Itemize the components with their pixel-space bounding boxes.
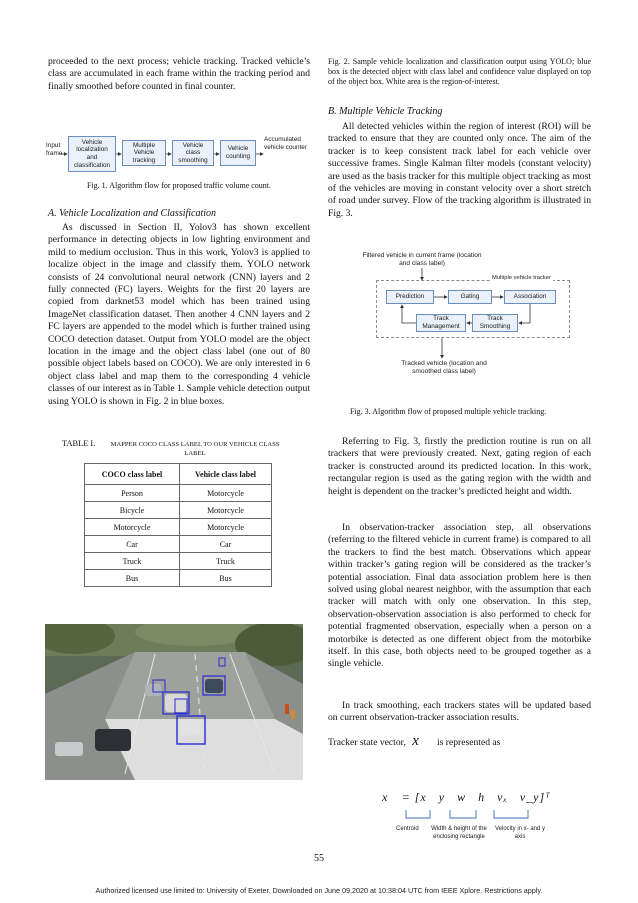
state-vector-equation: x⃗ = [x y w h vₓ v_y]ᵀ [382, 790, 551, 804]
fig1-box-tracking: Multiple Vehicle tracking [122, 140, 166, 166]
table-cell: Person [85, 485, 180, 502]
fig1-diagram [44, 132, 314, 174]
fig3-diagram [362, 246, 572, 386]
intro-paragraph: proceeded to the next process; vehicle tracking. Tracked vehicle’s class are accumulated in each frame within the tracking period and finally smoothed before counted in final counter. [48, 56, 310, 92]
section-b-heading: B. Multiple Vehicle Tracking [328, 106, 443, 117]
right-body-1 [328, 436, 591, 498]
paragraph-association: In observation-tracker association step, all observations (referring to the filtered vehicle in current frame) is compared to all the trackers to find the best match. Observations which appear within tracker’s gating region will be considered as the tracker’s potential association. Final data association problem here is then solved using global nearest neighbor, with the assumption that each tracker will match with only one observation. In this step, observation-observation association is also performed to check for potential fragmented observation, especially when a person on a motorbike is detected as one different object from the motorbike itself. In this case, both objects need to be grouped together as a single vehicle. [328, 522, 591, 670]
fig3-box-association: Association [504, 290, 556, 304]
bracket-wh [450, 810, 476, 818]
right-body-4 [328, 735, 591, 749]
state-vector-symbol: x⃗ [412, 733, 431, 749]
fig3-box-track-smoothing: Track Smoothing [472, 314, 518, 332]
section-b-body [328, 121, 591, 220]
equation-brackets [400, 808, 550, 822]
right-body-2 [328, 522, 591, 671]
table-cell: Motorcycle [180, 485, 272, 502]
table-cell: Motorcycle [180, 519, 272, 536]
fig3-arrow-mgmt-pred [402, 305, 416, 323]
fig1-box-counting: Vehicle counting [220, 140, 256, 166]
fig3-box-track-management: Track Management [416, 314, 466, 332]
fig3-arrow-assoc-smooth [519, 304, 530, 323]
bracket-velocity [494, 810, 528, 818]
fig3-box-prediction: Prediction [386, 290, 434, 304]
fig3-bottom-label: Tracked vehicle (location and smoothed class label) [401, 360, 487, 375]
table-cell: Bicycle [85, 502, 180, 519]
table-row [85, 485, 272, 502]
table-cell: Car [180, 536, 272, 553]
note-centroid: Centroid [396, 826, 419, 832]
table-row [85, 502, 272, 519]
fig1-arrows [44, 132, 314, 174]
table-cell: Bus [180, 570, 272, 587]
table-cell: Motorcycle [180, 502, 272, 519]
table-row [85, 536, 272, 553]
fig3-tracker-label: Multiple vehicle tracker [492, 275, 551, 281]
table-cell: Bus [85, 570, 180, 587]
table-row [85, 570, 272, 587]
section-b-paragraph: All detected vehicles within the region of interest (ROI) will be tracked to ensure that they are counted only once. The aim of the tracker is to keep consistent track label for each vehicle over successive frames. Single Kalman filter models (constant velocity) are used as the basis tracker for this multiple object tracking as most of the vehicles are moving in constant velocity over a short stretch of road under survey. Flow of the tracking algorithm is illustrated in Fig. 3. [328, 121, 591, 219]
fig3-caption: Fig. 3. Algorithm flow of proposed multiple vehicle tracking. [350, 407, 547, 416]
paragraph-smoothing: In track smoothing, each trackers states will be updated based on current observation-tracker association results. [328, 700, 591, 724]
state-vector-text-start: Tracker state vector, [328, 737, 406, 748]
fig2-caption: Fig. 2. Sample vehicle localization and classification output using YOLO; blue box is the detected object with class label and confidence value displayed on top of the object box. White area is the region-of-interest. [328, 57, 591, 86]
state-vector-text-end: is represented as [437, 737, 501, 748]
fig1-input-label: Input frame [46, 142, 63, 157]
fig3-top-label: Filtered vehicle in current frame (location and class label) [362, 252, 482, 267]
table-cell: Motorcycle [85, 519, 180, 536]
table-header-vehicle: Vehicle class label [180, 464, 272, 485]
section-a-paragraph: As discussed in Section II, Yolov3 has shown excellent performance in detecting objects in low lighting environment and mild to medium occlusion. Thus in this work, Yolov3 is applied to localize object in the image and classify them. YOLO network consists of 24 convolutional neural network (CNN) layers and 2 fully connected (FC) layers. Weights for the first 20 layers are copied from darknet53 model which has been trained using ImageNet classification dataset. Then another 4 CNN layers and 2 FC layers are appended to the model which is further trained using COCO detection dataset. Output from YOLO model are the object location in the image and the object class label (one out of 80 possible object labels based on COCO). We are only interested in 6 object class label and map them to the corresponding 4 vehicle classes of our interest as in Table 1. Sample vehicle detection output using YOLO is shown in Fig. 2 in blue boxes. [48, 222, 310, 407]
table-cell: Truck [180, 553, 272, 570]
fig1-box-localization: Vehicle localization and classification [68, 136, 116, 172]
table-row [85, 519, 272, 536]
mapping-table [84, 463, 272, 587]
paragraph-state-vector [328, 735, 591, 749]
fig1-caption: Fig. 1. Algorithm flow for proposed traffic volume count. [86, 181, 272, 190]
right-body-3 [328, 700, 591, 725]
page-number: 55 [314, 853, 324, 864]
paragraph-prediction: Referring to Fig. 3, firstly the prediction routine is run on all trackers that were previously created. Next, gating region of each tracker is constructed around its predicted location. In this work, rectangular region is used as the gating region with the width and height is dependent on the tracker’s predicted height and width. [328, 436, 591, 497]
bracket-centroid [406, 810, 430, 818]
left-intro-block [48, 56, 310, 93]
fig2-road-image [45, 624, 303, 780]
fig3-box-gating: Gating [448, 290, 492, 304]
table-label: TABLE I. [62, 439, 96, 448]
fig1-output-label: Accumulated vehicle counter [264, 136, 307, 151]
footer-license: Authorized licensed use limited to: University of Exeter. Downloaded on June 09,2020 at 10:38:04 UTC from IEEE Xplore. Restrictions apply. [95, 886, 543, 895]
note-width-height: Width & height of the enclosing rectangle [431, 826, 487, 840]
table-header-coco: COCO class label [85, 464, 180, 485]
fig1-box-smoothing: Vehicle class smoothing [172, 140, 214, 166]
table-header-row [85, 464, 272, 485]
table-title: MAPPER COCO CLASS LABEL TO OUR VEHICLE CLASS LABEL [110, 441, 280, 457]
section-a-body [48, 222, 310, 408]
section-a-heading: A. Vehicle Localization and Classification [48, 208, 217, 219]
table-row [85, 553, 272, 570]
table-cell: Truck [85, 553, 180, 570]
note-velocity: Velocity in x- and y axis [494, 826, 546, 840]
table-cell: Car [85, 536, 180, 553]
